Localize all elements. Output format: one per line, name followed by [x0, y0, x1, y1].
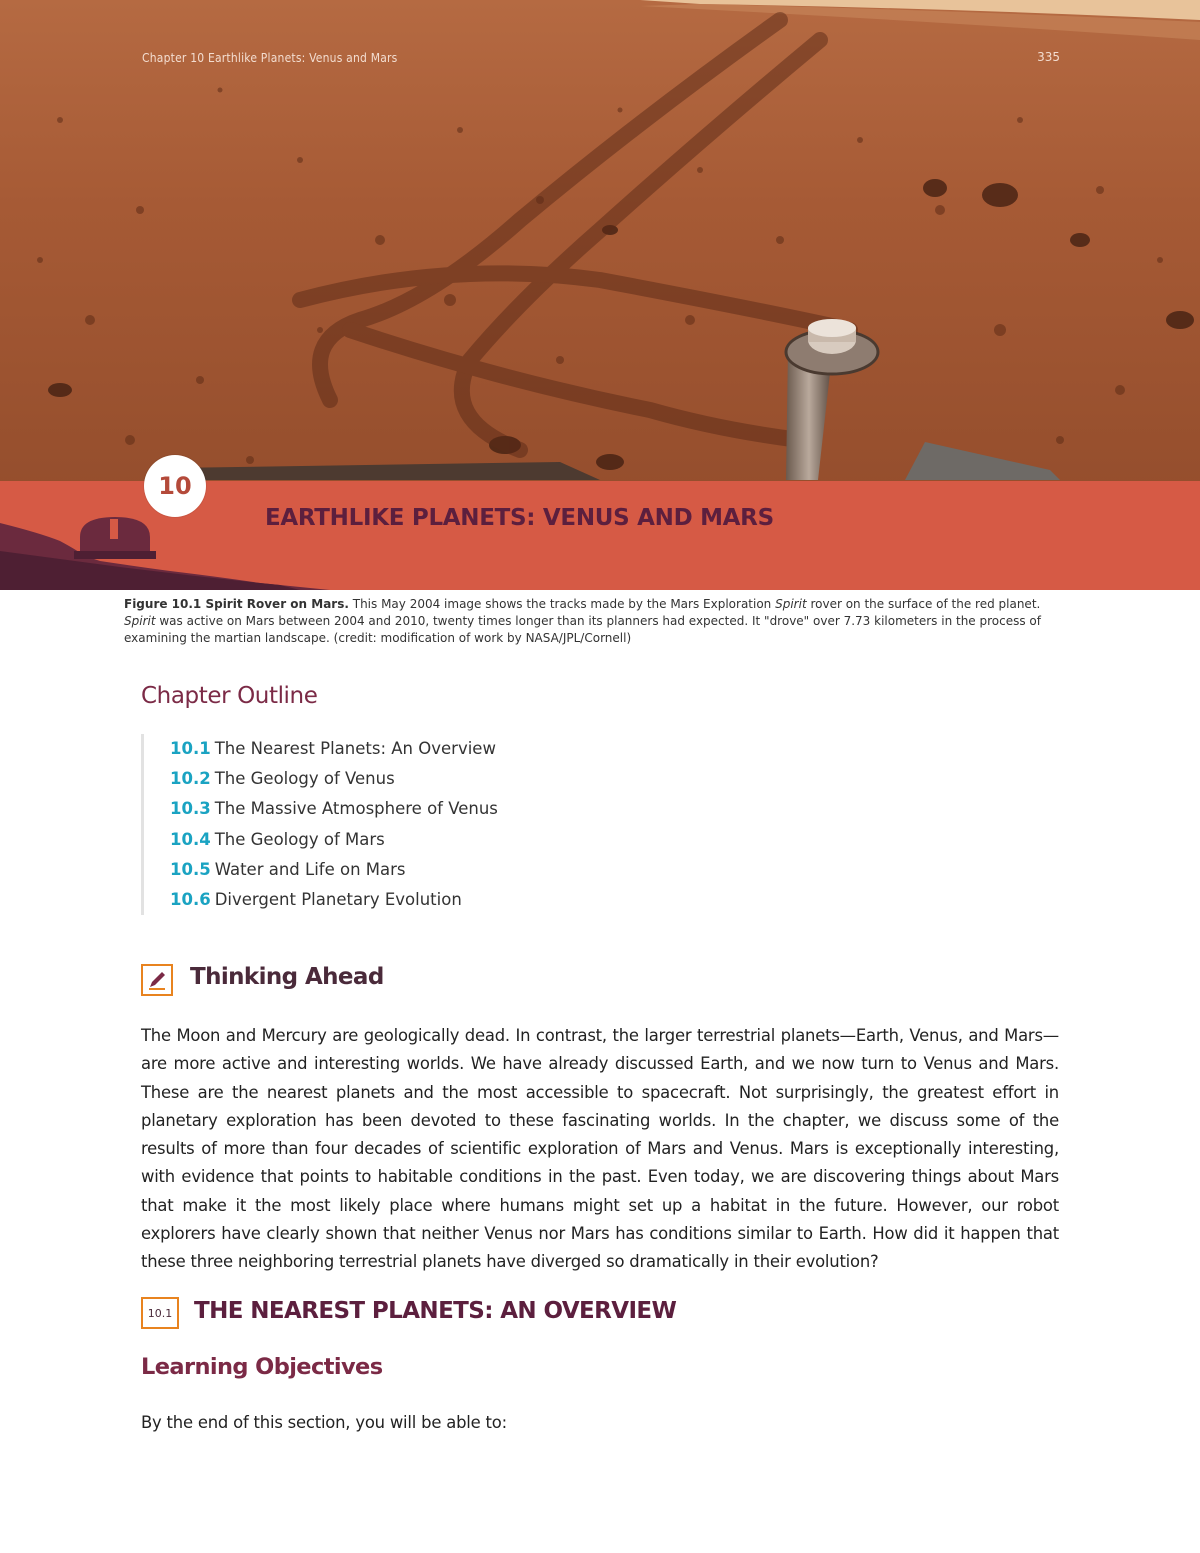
chapter-outline-heading: Chapter Outline	[141, 683, 318, 709]
thinking-ahead-heading: Thinking Ahead	[190, 964, 384, 990]
outline-item-title: Divergent Planetary Evolution	[214, 890, 462, 910]
figure-caption	[124, 596, 1064, 647]
chapter-title: EARTHLIKE PLANETS: VENUS AND MARS	[265, 505, 774, 531]
outline-item-number: 10.4	[170, 829, 211, 849]
outline-item-number: 10.1	[170, 739, 211, 758]
section-number-badge: 10.1	[141, 1297, 179, 1329]
caption-text-3: was active on Mars between 2004 and 2010, twenty times longer than its planners had expected. It "drove" over 7.73 kilometers in the process of examining the martian landscape. (credit: modification of work by NASA/JPL/Cornell)	[124, 614, 1041, 645]
pencil-icon	[141, 964, 173, 996]
outline-item-number: 10.5	[170, 859, 211, 879]
outline-item[interactable]	[170, 764, 498, 794]
outline-item-title: Water and Life on Mars	[214, 859, 406, 879]
caption-emphasis-2: Spirit	[124, 614, 156, 628]
caption-text-2: rover on the surface of the red planet.	[806, 597, 1041, 611]
caption-text-1: This May 2004 image shows the tracks made by the Mars Exploration	[348, 597, 776, 611]
outline-item-title: The Geology of Mars	[214, 829, 385, 849]
chapter-outline-list	[141, 734, 498, 915]
outline-item-number: 10.3	[170, 799, 211, 819]
learning-objectives-intro: By the end of this section, you will be able to:	[141, 1413, 507, 1432]
caption-emphasis-1: Spirit	[775, 597, 807, 611]
outline-item[interactable]	[170, 825, 498, 855]
outline-item-number: 10.2	[170, 769, 211, 789]
outline-item[interactable]	[170, 794, 498, 824]
outline-item[interactable]	[170, 734, 498, 764]
outline-item[interactable]	[170, 885, 498, 915]
outline-item[interactable]	[170, 855, 498, 885]
thinking-ahead-paragraph: The Moon and Mercury are geologically dead. In contrast, the larger terrestrial planets—Earth, Venus, and Mars—are more active and interesting worlds. We have already discussed Earth, and we now turn to Venus and Mars. These are the nearest planets and the most accessible to spacecraft. Not surprisingly, the greatest effort in planetary exploration has been devoted to these fascinating worlds. In the chapter, we discuss some of the results of more than four decades of scientific exploration of Mars and Venus. Mars is exceptionally interesting, with evidence that points to habitable conditions in the past. Even today, we are discovering things about Mars that make it the most likely place where humans might set up a habitat in the future. However, our robot explorers have clearly shown that neither Venus nor Mars has conditions similar to Earth. How did it happen that these three neighboring terrestrial planets have diverged so dramatically in their evolution?	[141, 1026, 1059, 1272]
figure-label: Figure 10.1 Spirit Rover on Mars.	[124, 597, 349, 611]
chapter-number-badge: 10	[144, 455, 206, 517]
outline-item-title: The Massive Atmosphere of Venus	[214, 799, 498, 819]
outline-item-title: The Nearest Planets: An Overview	[214, 739, 496, 758]
page-number: 335	[1037, 50, 1060, 64]
learning-objectives-heading: Learning Objectives	[141, 1354, 383, 1380]
outline-item-title: The Geology of Venus	[214, 769, 395, 789]
outline-item-number: 10.6	[170, 890, 211, 910]
section-title: THE NEAREST PLANETS: AN OVERVIEW	[194, 1298, 677, 1324]
running-head: Chapter 10 Earthlike Planets: Venus and Mars	[142, 51, 398, 65]
